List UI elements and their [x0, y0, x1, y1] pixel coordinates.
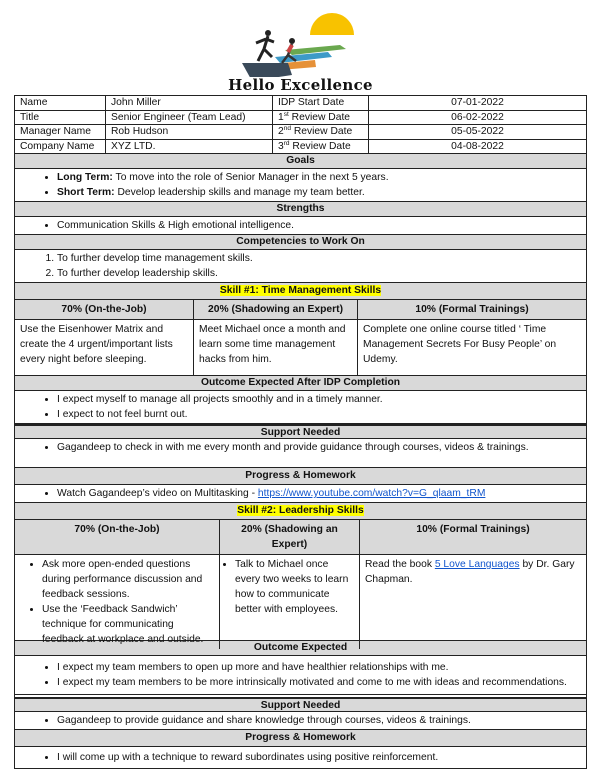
- skill2-support-header: Support Needed: [15, 697, 586, 712]
- title-label: Title: [15, 111, 106, 126]
- review3-value: 04-08-2022: [369, 140, 586, 155]
- info-table: [15, 96, 586, 154]
- col-header: 10% (Formal Trainings): [360, 520, 586, 554]
- book-link[interactable]: 5 Love Languages: [434, 559, 520, 570]
- competencies-body: [15, 250, 586, 283]
- competency-item: 2. To further develop leadership skills.: [57, 266, 586, 281]
- skill2-progress-body: [15, 747, 586, 768]
- skill2-shadowing: [220, 555, 360, 649]
- outcome-item: • I expect to not feel burnt out.: [57, 407, 586, 422]
- skill1-support-header: Support Needed: [15, 424, 586, 439]
- strengths-body: [15, 217, 586, 235]
- list-item: • Use the ‘Feedback Sandwich’ technique for communicating feedback at workplace and outside.: [42, 602, 214, 647]
- company-value: XYZ LTD.: [106, 140, 273, 155]
- progress-item: • I will come up with a technique to reward subordinates using positive reinforcement.: [57, 750, 586, 765]
- skill1-shadowing: Meet Michael once a month and learn some time management hacks from him.: [194, 320, 358, 375]
- skill1-header: Skill #1: Time Management Skills: [15, 283, 586, 300]
- col-header: 70% (On-the-Job): [15, 520, 220, 554]
- outcome-item: • I expect my team members to be more intrinsically motivated and come to me with ideas and recommendations.: [57, 675, 586, 690]
- skill2-progress-header: Progress & Homework: [15, 730, 586, 747]
- goals-header: Goals: [15, 154, 586, 169]
- skill2-cells: [15, 555, 586, 645]
- col-header: 20% (Shadowing an Expert): [220, 520, 360, 554]
- stairs-logo: [240, 5, 360, 77]
- skill1-support-body: [15, 439, 586, 468]
- start-date-label: IDP Start Date: [273, 96, 369, 111]
- support-item: • Gagandeep to check in with me every month and provide guidance through courses, videos & trainings.: [57, 440, 586, 455]
- col-header: 20% (Shadowing an Expert): [194, 300, 358, 319]
- list-item: • Ask more open-ended questions during performance discussion and feedback sessions.: [42, 557, 214, 602]
- strength-item: • Communication Skills & High emotional intelligence.: [57, 218, 586, 233]
- list-item: • Talk to Michael once every two weeks to learn how to communicate better with employees.: [235, 557, 354, 617]
- review2-label: 2nd Review Date: [273, 125, 369, 140]
- col-header: 10% (Formal Trainings): [358, 300, 586, 319]
- outcome-item: • I expect my team members to open up more and have healthier relationships with me.: [57, 660, 586, 675]
- skill1-cells: [15, 320, 586, 376]
- goal-item: • Long Term: To move into the role of Senior Manager in the next 5 years.: [57, 170, 586, 185]
- review3-label: 3rd Review Date: [273, 140, 369, 155]
- page-title: Hello Excellence: [228, 76, 373, 94]
- skill1-progress-body: [15, 485, 586, 503]
- manager-label: Manager Name: [15, 125, 106, 140]
- start-date-value: 07-01-2022: [369, 96, 586, 111]
- name-label: Name: [15, 96, 106, 111]
- title-value: Senior Engineer (Team Lead): [106, 111, 273, 126]
- review2-value: 05-05-2022: [369, 125, 586, 140]
- skill2-header: Skill #2: Leadership Skills: [15, 503, 586, 520]
- competency-item: 1. To further develop time management skills.: [57, 251, 586, 266]
- goals-body: [15, 169, 586, 202]
- skill1-col-headers: [15, 300, 586, 320]
- col-header: 70% (On-the-Job): [15, 300, 194, 319]
- idp-document: [14, 95, 587, 769]
- name-value: John Miller: [106, 96, 273, 111]
- review1-value: 06-02-2022: [369, 111, 586, 126]
- review1-label: 1st Review Date: [273, 111, 369, 126]
- manager-value: Rob Hudson: [106, 125, 273, 140]
- skill2-outcome-header: Outcome Expected: [15, 641, 586, 656]
- progress-item: • Watch Gagandeep’s video on Multitasking - https://www.youtube.com/watch?v=G_qlaam_tRM: [57, 486, 586, 501]
- support-item: • Gagandeep to provide guidance and share knowledge through courses, videos & trainings.: [57, 713, 586, 728]
- strengths-header: Strengths: [15, 202, 586, 217]
- skill1-outcome-header: Outcome Expected After IDP Completion: [15, 376, 586, 391]
- outcome-item: • I expect myself to manage all projects smoothly and in a timely manner.: [57, 392, 586, 407]
- skill2-on-the-job: [15, 555, 220, 649]
- skill1-progress-header: Progress & Homework: [15, 468, 586, 485]
- competencies-header: Competencies to Work On: [15, 235, 586, 250]
- skill2-formal: Read the book 5 Love Languages by Dr. Gary Chapman.: [365, 559, 575, 585]
- youtube-link[interactable]: https://www.youtube.com/watch?v=G_qlaam_tRM: [257, 488, 486, 499]
- skill2-col-headers: [15, 520, 586, 555]
- skill2-support-body: [15, 712, 586, 730]
- company-label: Company Name: [15, 140, 106, 155]
- skill2-outcome-body: [15, 656, 586, 695]
- skill1-outcome-body: [15, 391, 586, 424]
- goal-item: • Short Term: Develop leadership skills and manage my team better.: [57, 185, 586, 200]
- skill1-on-the-job: Use the Eisenhower Matrix and create the 4 urgent/important lists every night before sleeping.: [15, 320, 194, 375]
- skill1-formal: Complete one online course titled ‘ Time Management Secrets For Busy People’ on Udemy.: [363, 324, 557, 365]
